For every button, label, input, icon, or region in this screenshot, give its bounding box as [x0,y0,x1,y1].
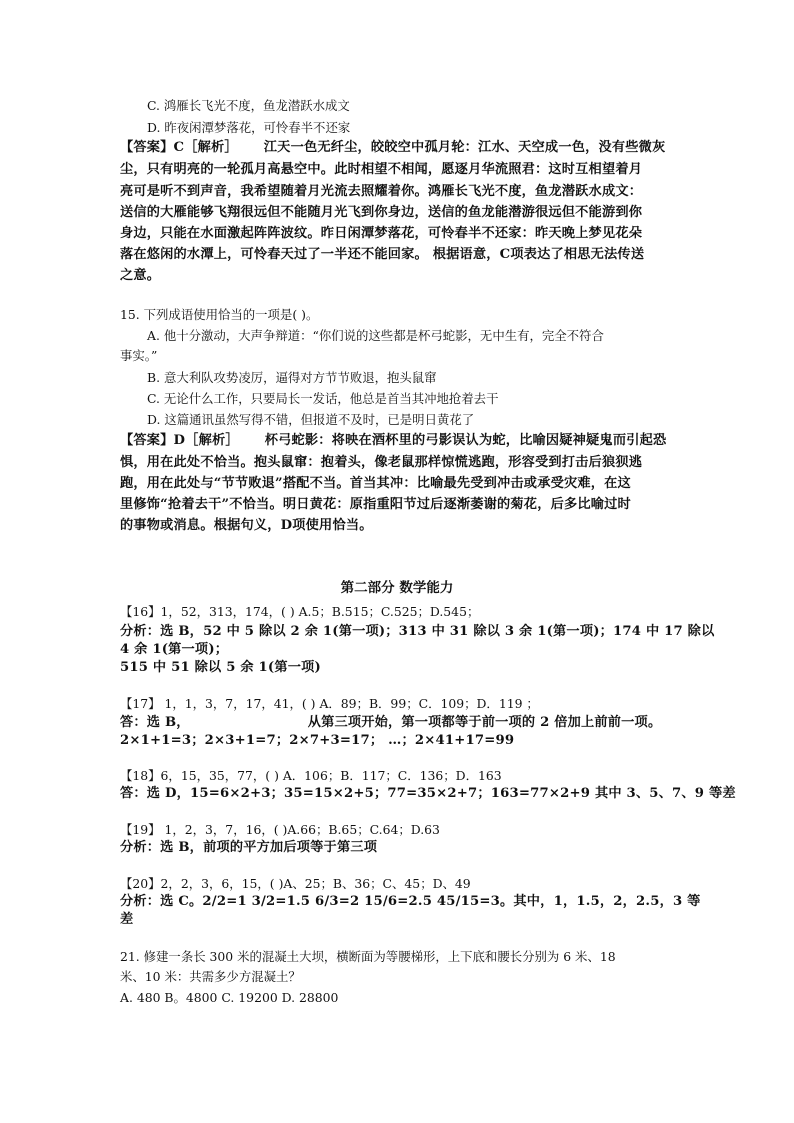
q16-answer-line-3: 515 中 51 除以 5 余 1(第一项) [120,660,321,675]
q18-answer: 答：选 D，15=6×2+3；35=15×2+5；77=35×2+7；163=77×2+9 其中 3、5、7、9 等差 [120,786,736,801]
q17-stem: 【17】 1，1，3，7，17，41，( ) A．89；B．99；C．109；D．119 ； [120,696,539,711]
q16-answer-line-2: 4 余 1(第一项)； [120,642,229,657]
q17-answer-line-2: 2×1+1=3；2×3+1=7；2×7+3=17； …；2×41+17=99 [120,733,515,748]
q14-answer-line-3: 亮可是听不到声音，我希望随着月光流去照耀着你。鸿雁长飞光不度，鱼龙潜跃水成文： [120,184,643,199]
q14-option-c: C. 鸿雁长飞光不度，鱼龙潜跃水成文 [147,98,350,113]
q14-answer-label: 【答案】C［解析］ [120,140,238,155]
q14-answer-line-2: 尘，只有明亮的一轮孤月高悬空中。此时相望不相闻，愿逐月华流照君：这时互相望着月 [120,162,643,177]
q21-options: A. 480 B。4800 C. 19200 D. 28800 [120,990,339,1005]
q15-option-a: A. 他十分激动，大声争辩道：“你们说的这些都是杯弓蛇影，无中生有，完全不符合 [147,328,604,343]
q20-stem: 【20】2，2，3，6，15，( )A、25；B、36；C、45；D、49 [120,876,471,891]
q14-answer-line-4: 送信的大雁能够飞翔很远但不能随月光飞到你身边，送信的鱼龙能潜游很远但不能游到你 [120,205,643,220]
q20-answer-line-2: 差 [120,912,134,927]
q15-answer-label: 【答案】D［解析］ [120,433,239,448]
q15-stem: 15. 下列成语使用恰当的一项是( )。 [120,307,319,322]
q14-answer-line-7: 之意。 [120,268,161,283]
q15-answer-line-3: 跑，用在此处与“节节败退”搭配不当。首当其冲：比喻最先受到冲击或承受灾难，在这 [120,476,631,491]
q19-stem: 【19】 1，2，3，7，16，( )A.66；B.65；C.64；D.63 [120,822,440,837]
q18-stem: 【18】6，15，35，77，( ) A．106；B．117；C．136；D．163 [120,768,502,783]
q15-answer-line-2: 惧，用在此处不恰当。抱头鼠窜：抱着头，像老鼠那样惊慌逃跑，形容受到打击后狼狈逃 [120,455,643,470]
q15-option-a-cont: 事实。” [120,348,158,363]
q14-answer-line-5: 身边，只能在水面激起阵阵波纹。昨日闲潭梦落花，可怜春半不还家：昨天晚上梦见花朵 [120,226,643,241]
q16-answer-line-1: 分析：选 B，52 中 5 除以 2 余 1(第一项)；313 中 31 除以 3 余 1(第一项)；174 中 17 除以 [120,624,715,639]
q15-answer-line-4: 里修饰“抢着去干”不恰当。明日黄花：原指重阳节过后逐渐萎谢的菊花，后多比喻过时 [120,497,631,512]
q15-answer-line-5: 的事物或消息。根据句义，D项使用恰当。 [120,518,373,533]
q19-answer: 分析：选 B，前项的平方加后项等于第三项 [120,840,378,855]
q15-option-d: D. 这篇通讯虽然写得不错，但报道不及时，已是明日黄花了 [147,412,475,427]
section-title: 第二部分 数学能力 [340,580,454,596]
q21-stem-line-1: 21. 修建一条长 300 米的混凝土大坝，横断面为等腰梯形，上下底和腰长分别为 6 米、18 [120,949,616,964]
q15-answer-line-1 [120,431,666,450]
q17-answer-label: 答：选 B， [120,715,190,730]
q15-option-b: B. 意大利队攻势凌厉，逼得对方节节败退，抱头鼠窜 [147,370,437,385]
q14-option-d: D. 昨夜闲潭梦落花，可怜春半不还家 [147,120,351,135]
q17-answer-line-1 [120,713,661,732]
q14-answer-text: 江天一色无纤尘，皎皎空中孤月轮：江水、天空成一色，没有些微灰 [263,140,666,155]
q14-answer-line-6: 落在悠闲的水潭上，可怜春天过了一半还不能回家。 根据语意，C项表达了相思无法传送 [120,247,645,262]
q14-answer-line-1 [120,138,665,157]
q16-stem: 【16】1，52，313，174，( ) A.5；B.515；C.525；D.545； [120,604,480,619]
q21-stem-line-2: 米、10 米：共需多少方混凝土？ [120,969,301,984]
q15-answer-text: 杯弓蛇影：将映在酒杯里的弓影误认为蛇，比喻因疑神疑鬼而引起恐 [264,433,667,448]
q17-answer-text: 从第三项开始，第一项都等于前一项的 2 倍加上前前一项。 [307,715,662,730]
q20-answer-line-1: 分析：选 C。2/2=1 3/2=1.5 6/3=2 15/6=2.5 45/15=3。其中，1，1.5，2，2.5，3 等 [120,894,701,909]
q15-option-c: C. 无论什么工作，只要局长一发话，他总是首当其冲地抢着去干 [147,391,499,406]
